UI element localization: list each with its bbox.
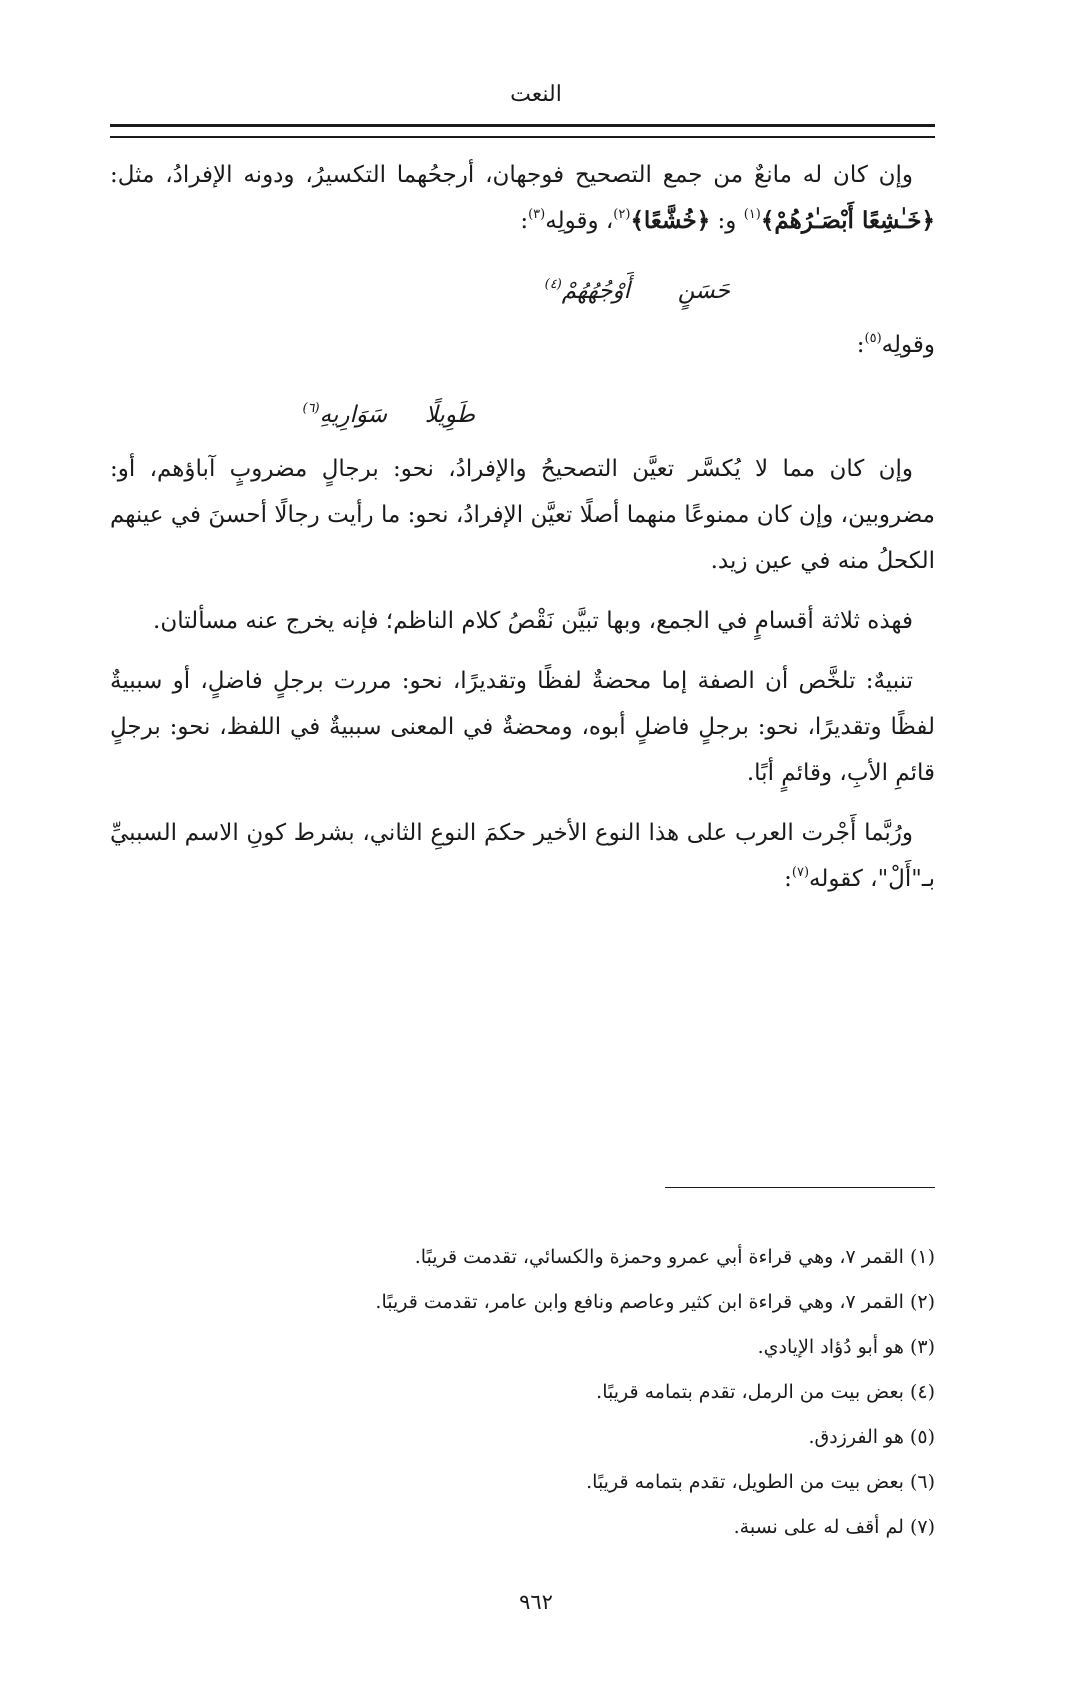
paragraph-5: تنبيهٌ: تلخَّص أن الصفة إما محضةٌ لفظًا وتقديرًا، نحو: مررت برجلٍ فاضلٍ، أو سببيةٌ لفظًا وتقديرًا، نحو: برجلٍ فاضلٍ أبوه، ومحضةٌ في المعنى سببيةٌ في اللفظ، نحو: برجلٍ قائمِ الأبِ، وقائمٍ أبًا. <box>110 668 935 786</box>
verse-2-left <box>302 392 387 438</box>
paragraph-6-text: ورُبَّما أَجْرت العرب على هذا النوع الأخير حكمَ النوعِ الثاني، بشرط كونِ الاسم السببيِّ بـ"أَلْ"، كقوله <box>110 820 935 892</box>
footnote-ref-1: (١) <box>743 207 761 222</box>
header-rule-thick <box>110 124 935 127</box>
verse-line-2 <box>110 382 935 446</box>
paragraph-6-colon: : <box>784 866 792 892</box>
footnote-ref-5: (٥) <box>864 331 882 346</box>
footnote-5: (٥) هو الفرزدق. <box>808 1426 935 1448</box>
footnote-ref-4: (٤) <box>544 277 562 292</box>
paragraph-2 <box>110 322 935 368</box>
footnote-ref-6: (٦) <box>302 401 320 416</box>
quran-quote-2: ﴿خُشَّعًا﴾ <box>630 207 711 234</box>
verse-2-right: طَوِيلًا <box>424 402 475 428</box>
running-title: النعت <box>510 82 562 107</box>
paragraph-4: فهذه ثلاثة أقسامٍ في الجمع، وبها تبيَّن نَقْصُ كلام الناظم؛ فإنه يخرج عنه مسألتان. <box>153 608 913 634</box>
paragraph-3: وإن كان مما لا يُكسَّر تعيَّن التصحيحُ والإفرادُ، نحو: برجالٍ مضروبٍ آباؤهم، أو: مضروبين، وإن كان ممنوعًا منهما أصلًا تعيَّن الإفرادُ، نحو: ما رأيت رجالًا أحسنَ في عينهم الكحلُ منه في عين زيد. <box>110 456 935 574</box>
verse-1-right: حَسَنٍ <box>677 278 730 304</box>
footnote-7: (٧) لم أقف له على نسبة. <box>733 1516 935 1538</box>
footnote-ref-3: (٣) <box>528 207 546 222</box>
paragraph-2-text: وقولِه <box>881 332 935 358</box>
paragraph-1-colon: : <box>520 208 529 234</box>
paragraph-1-conj: و: <box>710 208 744 234</box>
paragraph-1-cont: ، وقولِه <box>545 208 614 234</box>
footnote-6: (٦) بعض بيت من الطويل، تقدم بتمامه قريبًا. <box>586 1471 935 1493</box>
footnote-4: (٤) بعض بيت من الرمل، تقدم بتمامه قريبًا. <box>596 1381 935 1403</box>
footnote-separator <box>665 1187 935 1188</box>
paragraph-1-text: وإن كان له مانعٌ من جمع التصحيح فوجهان، أرجحُهما التكسيرُ، ودونه الإفرادُ، مثل: <box>110 162 913 188</box>
footnote-ref-7: (٧) <box>791 865 810 880</box>
paragraph-1 <box>110 152 935 244</box>
header-rule-thin <box>110 136 935 138</box>
footnote-1: (١) القمر ٧، وهي قراءة أبي عمرو وحمزة والكسائي، تقدمت قريبًا. <box>414 1246 935 1268</box>
quran-quote-1: ﴿خَـٰشِعًا أَبْصَـٰرُهُمْ﴾ <box>760 207 935 234</box>
paragraph-2-colon: : <box>856 332 865 358</box>
footnote-3: (٣) هو أبو دُؤاد الإيادي. <box>757 1336 935 1358</box>
page-number: ٩٦٢ <box>519 1590 553 1614</box>
verse-line-1 <box>110 258 935 322</box>
footnotes <box>110 1235 935 1550</box>
verse-1-left <box>545 268 630 314</box>
paragraph-6 <box>110 810 935 902</box>
main-text <box>110 152 935 916</box>
footnote-ref-2: (٢) <box>613 207 631 222</box>
footnote-2: (٢) القمر ٧، وهي قراءة ابن كثير وعاصم ونافع وابن عامر، تقدمت قريبًا. <box>375 1291 935 1313</box>
verse-1-left-text: أَوْجُهُهُمْ <box>561 278 630 304</box>
verse-2-left-text: سَوَارِيهِ <box>319 402 387 428</box>
